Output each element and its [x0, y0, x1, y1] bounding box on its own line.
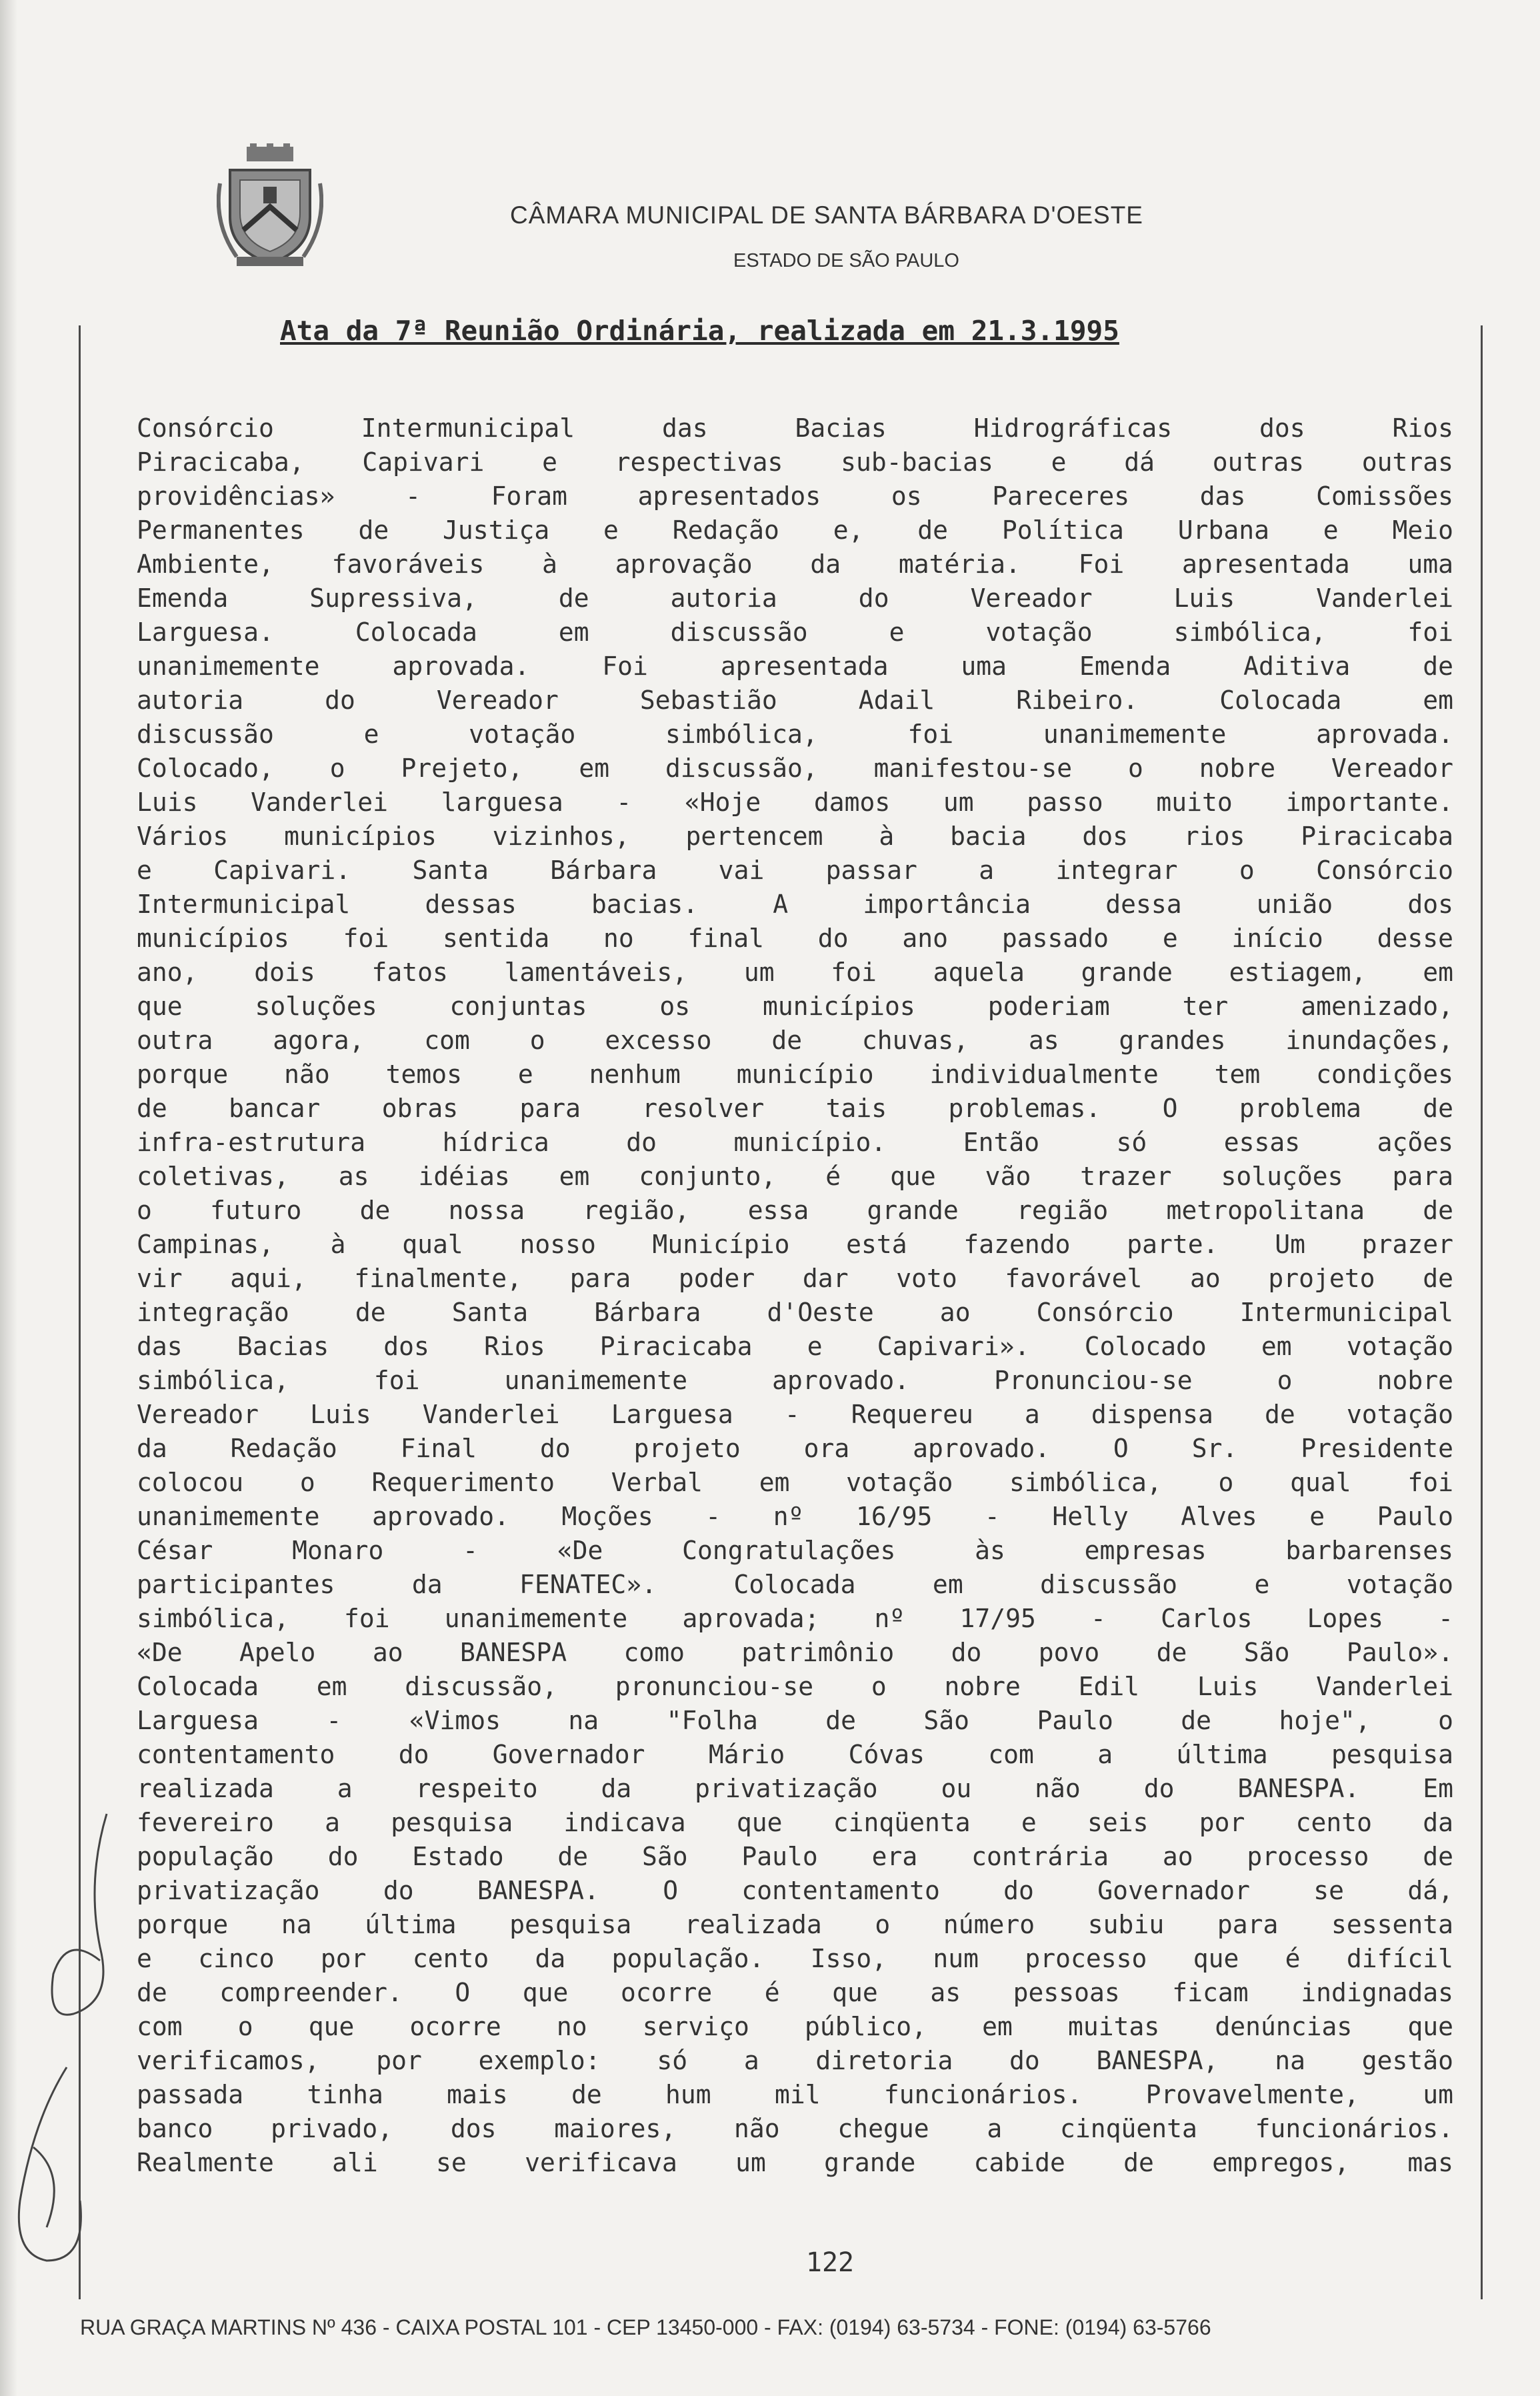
text-line: das Bacias dos Rios Piracicaba e Capivari». Colocado em votação	[137, 1332, 1453, 1361]
text-line: coletivas, as idéias em conjunto, é que vão trazer soluções para	[137, 1162, 1453, 1191]
text-line: Vários municípios vizinhos, pertencem à bacia dos rios Piracicaba	[137, 822, 1453, 851]
document-title: Ata da 7ª Reunião Ordinária, realizada em 21.3.1995	[280, 315, 1119, 347]
text-line: colocou o Requerimento Verbal em votação simbólica, o qual foi	[137, 1468, 1453, 1497]
text-line: Campinas, à qual nosso Município está fazendo parte. Um prazer	[137, 1230, 1453, 1259]
text-line: discussão e votação simbólica, foi unanimemente aprovada.	[137, 720, 1453, 749]
text-line: César Monaro - «De Congratulações às empresas barbarenses	[137, 1536, 1453, 1565]
text-line: realizada a respeito da privatização ou não do BANESPA. Em	[137, 1774, 1453, 1803]
chamber-name: CÂMARA MUNICIPAL DE SANTA BÁRBARA D'OESTE	[510, 201, 1143, 229]
text-line: e Capivari. Santa Bárbara vai passar a integrar o Consórcio	[137, 856, 1453, 885]
text-line: com o que ocorre no serviço público, em muitas denúncias que	[137, 2012, 1453, 2041]
text-line: unanimemente aprovada. Foi apresentada uma Emenda Aditiva de	[137, 652, 1453, 681]
text-line: de bancar obras para resolver tais problemas. O problema de	[137, 1094, 1453, 1123]
text-line: Intermunicipal dessas bacias. A importância dessa união dos	[137, 890, 1453, 919]
footer-address: RUA GRAÇA MARTINS Nº 436 - CAIXA POSTAL 101 - CEP 13450-000 - FAX: (0194) 63-5734 - FONE: (0194) 63-5766	[80, 2315, 1211, 2339]
text-line: porque não temos e nenhum município individualmente tem condições	[137, 1060, 1453, 1089]
text-line: porque na última pesquisa realizada o número subiu para sessenta	[137, 1910, 1453, 1939]
text-line: «De Apelo ao BANESPA como patrimônio do povo de São Paulo».	[137, 1638, 1453, 1667]
text-line: Ambiente, favoráveis à aprovação da matéria. Foi apresentada uma	[137, 549, 1453, 579]
text-line: e cinco por cento da população. Isso, num processo que é difícil	[137, 1944, 1453, 1973]
text-line: Larguesa. Colocada em discussão e votação simbólica, foi	[137, 618, 1453, 647]
text-line: autoria do Vereador Sebastião Adail Ribeiro. Colocada em	[137, 686, 1453, 715]
text-line: participantes da FENATEC». Colocada em discussão e votação	[137, 1570, 1453, 1599]
state-name: ESTADO DE SÃO PAULO	[733, 250, 959, 271]
text-line: vir aqui, finalmente, para poder dar voto favorável ao projeto de	[137, 1264, 1453, 1293]
text-line: passada tinha mais de hum mil funcionários. Provavelmente, um	[137, 2080, 1453, 2109]
text-line: unanimemente aprovado. Moções - nº 16/95 - Helly Alves e Paulo	[137, 1502, 1453, 1531]
text-line: da Redação Final do projeto ora aprovado. O Sr. Presidente	[137, 1434, 1453, 1463]
text-line: população do Estado de São Paulo era contrária ao processo de	[137, 1842, 1453, 1871]
text-line: municípios foi sentida no final do ano passado e início desse	[137, 924, 1453, 953]
text-line: que soluções conjuntas os municípios poderiam ter amenizado,	[137, 992, 1453, 1021]
text-line: infra-estrutura hídrica do município. Então só essas ações	[137, 1128, 1453, 1157]
text-line: Colocada em discussão, pronunciou-se o nobre Edil Luis Vanderlei	[137, 1672, 1453, 1701]
text-line: banco privado, dos maiores, não chegue a cinqüenta funcionários.	[137, 2114, 1453, 2143]
text-line: Larguesa - «Vimos na "Folha de São Paulo de hoje", o	[137, 1706, 1453, 1735]
right-margin-rule	[1481, 325, 1483, 2299]
text-line: outra agora, com o excesso de chuvas, as grandes inundações,	[137, 1026, 1453, 1055]
text-line: Consórcio Intermunicipal das Bacias Hidrográficas dos Rios	[137, 413, 1453, 443]
text-line: privatização do BANESPA. O contentamento do Governador se dá,	[137, 1876, 1453, 1905]
text-line: providências» - Foram apresentados os Pareceres das Comissões	[137, 481, 1453, 511]
text-line: o futuro de nossa região, essa grande região metropolitana de	[137, 1196, 1453, 1225]
handwritten-signature	[7, 1801, 133, 2267]
text-line: simbólica, foi unanimemente aprovado. Pronunciou-se o nobre	[137, 1366, 1453, 1395]
text-line: Piracicaba, Capivari e respectivas sub-bacias e dá outras outras	[137, 447, 1453, 477]
text-line: integração de Santa Bárbara d'Oeste ao Consórcio Intermunicipal	[137, 1298, 1453, 1327]
text-line: fevereiro a pesquisa indicava que cinqüenta e seis por cento da	[137, 1808, 1453, 1837]
text-line: simbólica, foi unanimemente aprovada; nº 17/95 - Carlos Lopes -	[137, 1604, 1453, 1633]
coat-of-arms-icon	[217, 143, 323, 270]
page-number: 122	[805, 2247, 855, 2278]
minutes-body	[137, 411, 1453, 2180]
text-line: Emenda Supressiva, de autoria do Vereador Luis Vanderlei	[137, 583, 1453, 613]
text-line: contentamento do Governador Mário Cóvas com a última pesquisa	[137, 1740, 1453, 1769]
text-line: Vereador Luis Vanderlei Larguesa - Requereu a dispensa de votação	[137, 1400, 1453, 1429]
text-line: Luis Vanderlei larguesa - «Hoje damos um passo muito importante.	[137, 788, 1453, 817]
text-line: Realmente ali se verificava um grande cabide de empregos, mas	[137, 2148, 1453, 2177]
text-line: ano, dois fatos lamentáveis, um foi aquela grande estiagem, em	[137, 958, 1453, 987]
text-line: Permanentes de Justiça e Redação e, de Política Urbana e Meio	[137, 515, 1453, 545]
text-line: Colocado, o Prejeto, em discussão, manifestou-se o nobre Vereador	[137, 754, 1453, 783]
text-line: de compreender. O que ocorre é que as pessoas ficam indignadas	[137, 1978, 1453, 2007]
text-line: verificamos, por exemplo: só a diretoria do BANESPA, na gestão	[137, 2046, 1453, 2075]
